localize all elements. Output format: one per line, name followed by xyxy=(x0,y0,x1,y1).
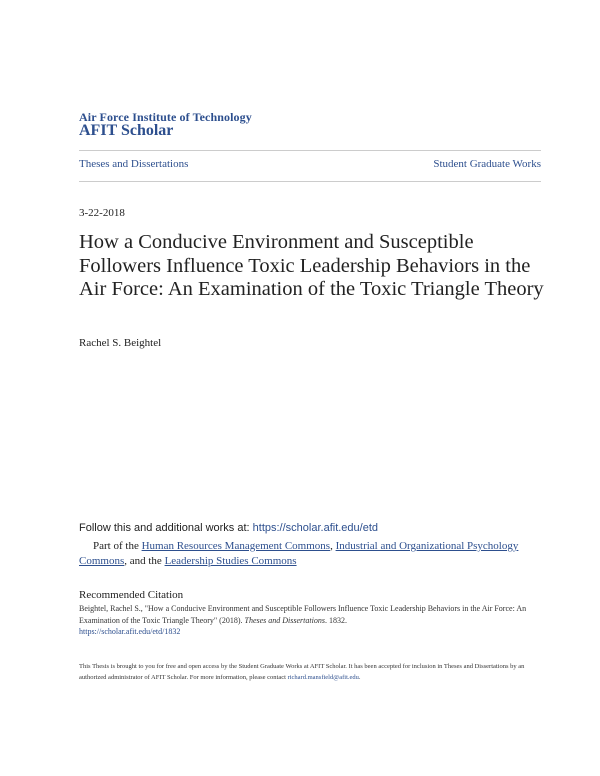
footer-text: This Thesis is brought to you for free and open access by the Student Graduate Works at AFIT Scholar. It has been accepted for inclusion in Theses and Dissertations by an authorized administrator of AFIT Scholar. For more information, please contact xyxy=(79,663,525,681)
follow-line xyxy=(79,522,378,534)
citation-series: Theses and Dissertations xyxy=(244,615,325,625)
footer-end: . xyxy=(358,674,361,681)
leadership-studies-commons-link[interactable]: Leadership Studies Commons xyxy=(164,555,297,567)
contact-email-link[interactable]: richard.mansfield@afit.edu xyxy=(287,674,359,681)
footer-notice xyxy=(79,661,541,683)
part-of-separator-2: , and the xyxy=(124,555,165,567)
part-of-separator-1: , xyxy=(330,540,336,552)
citation-number: . 1832. xyxy=(324,615,347,625)
part-of-prefix: Part of the xyxy=(93,540,142,552)
citation-link[interactable]: https://scholar.afit.edu/etd/1832 xyxy=(79,627,181,636)
institution-name: Air Force Institute of Technology xyxy=(79,110,252,124)
student-graduate-works-link[interactable]: Student Graduate Works xyxy=(433,158,541,170)
etd-link[interactable]: https://scholar.afit.edu/etd xyxy=(252,522,379,534)
theses-dissertations-link[interactable]: Theses and Dissertations xyxy=(79,158,189,170)
citation-heading: Recommended Citation xyxy=(79,589,184,601)
collection-nav xyxy=(79,150,541,182)
author-name: Rachel S. Beightel xyxy=(79,337,162,349)
hr-management-commons-link[interactable]: Human Resources Management Commons xyxy=(141,540,331,552)
citation-main: Beightel, Rachel S., "How a Conducive Environment and Susceptible Followers Influence Toxic Leadership Behaviors in the Air Force: An Examination of the Toxic Triangle Theory" (2018). xyxy=(79,604,527,625)
part-of-line xyxy=(79,539,544,569)
io-psychology-commons-link[interactable]: Industrial and Organizational Psychology Commons xyxy=(79,540,519,567)
document-title: How a Conducive Environment and Susceptible Followers Influence Toxic Leadership Behaviors in the Air Force: An Examination of the Toxic Triangle Theory xyxy=(79,231,544,300)
follow-prefix: Follow this and additional works at: xyxy=(79,522,253,534)
publication-date: 3-22-2018 xyxy=(79,207,125,219)
repository-name[interactable]: AFIT Scholar xyxy=(79,122,174,139)
citation-text xyxy=(79,603,541,638)
